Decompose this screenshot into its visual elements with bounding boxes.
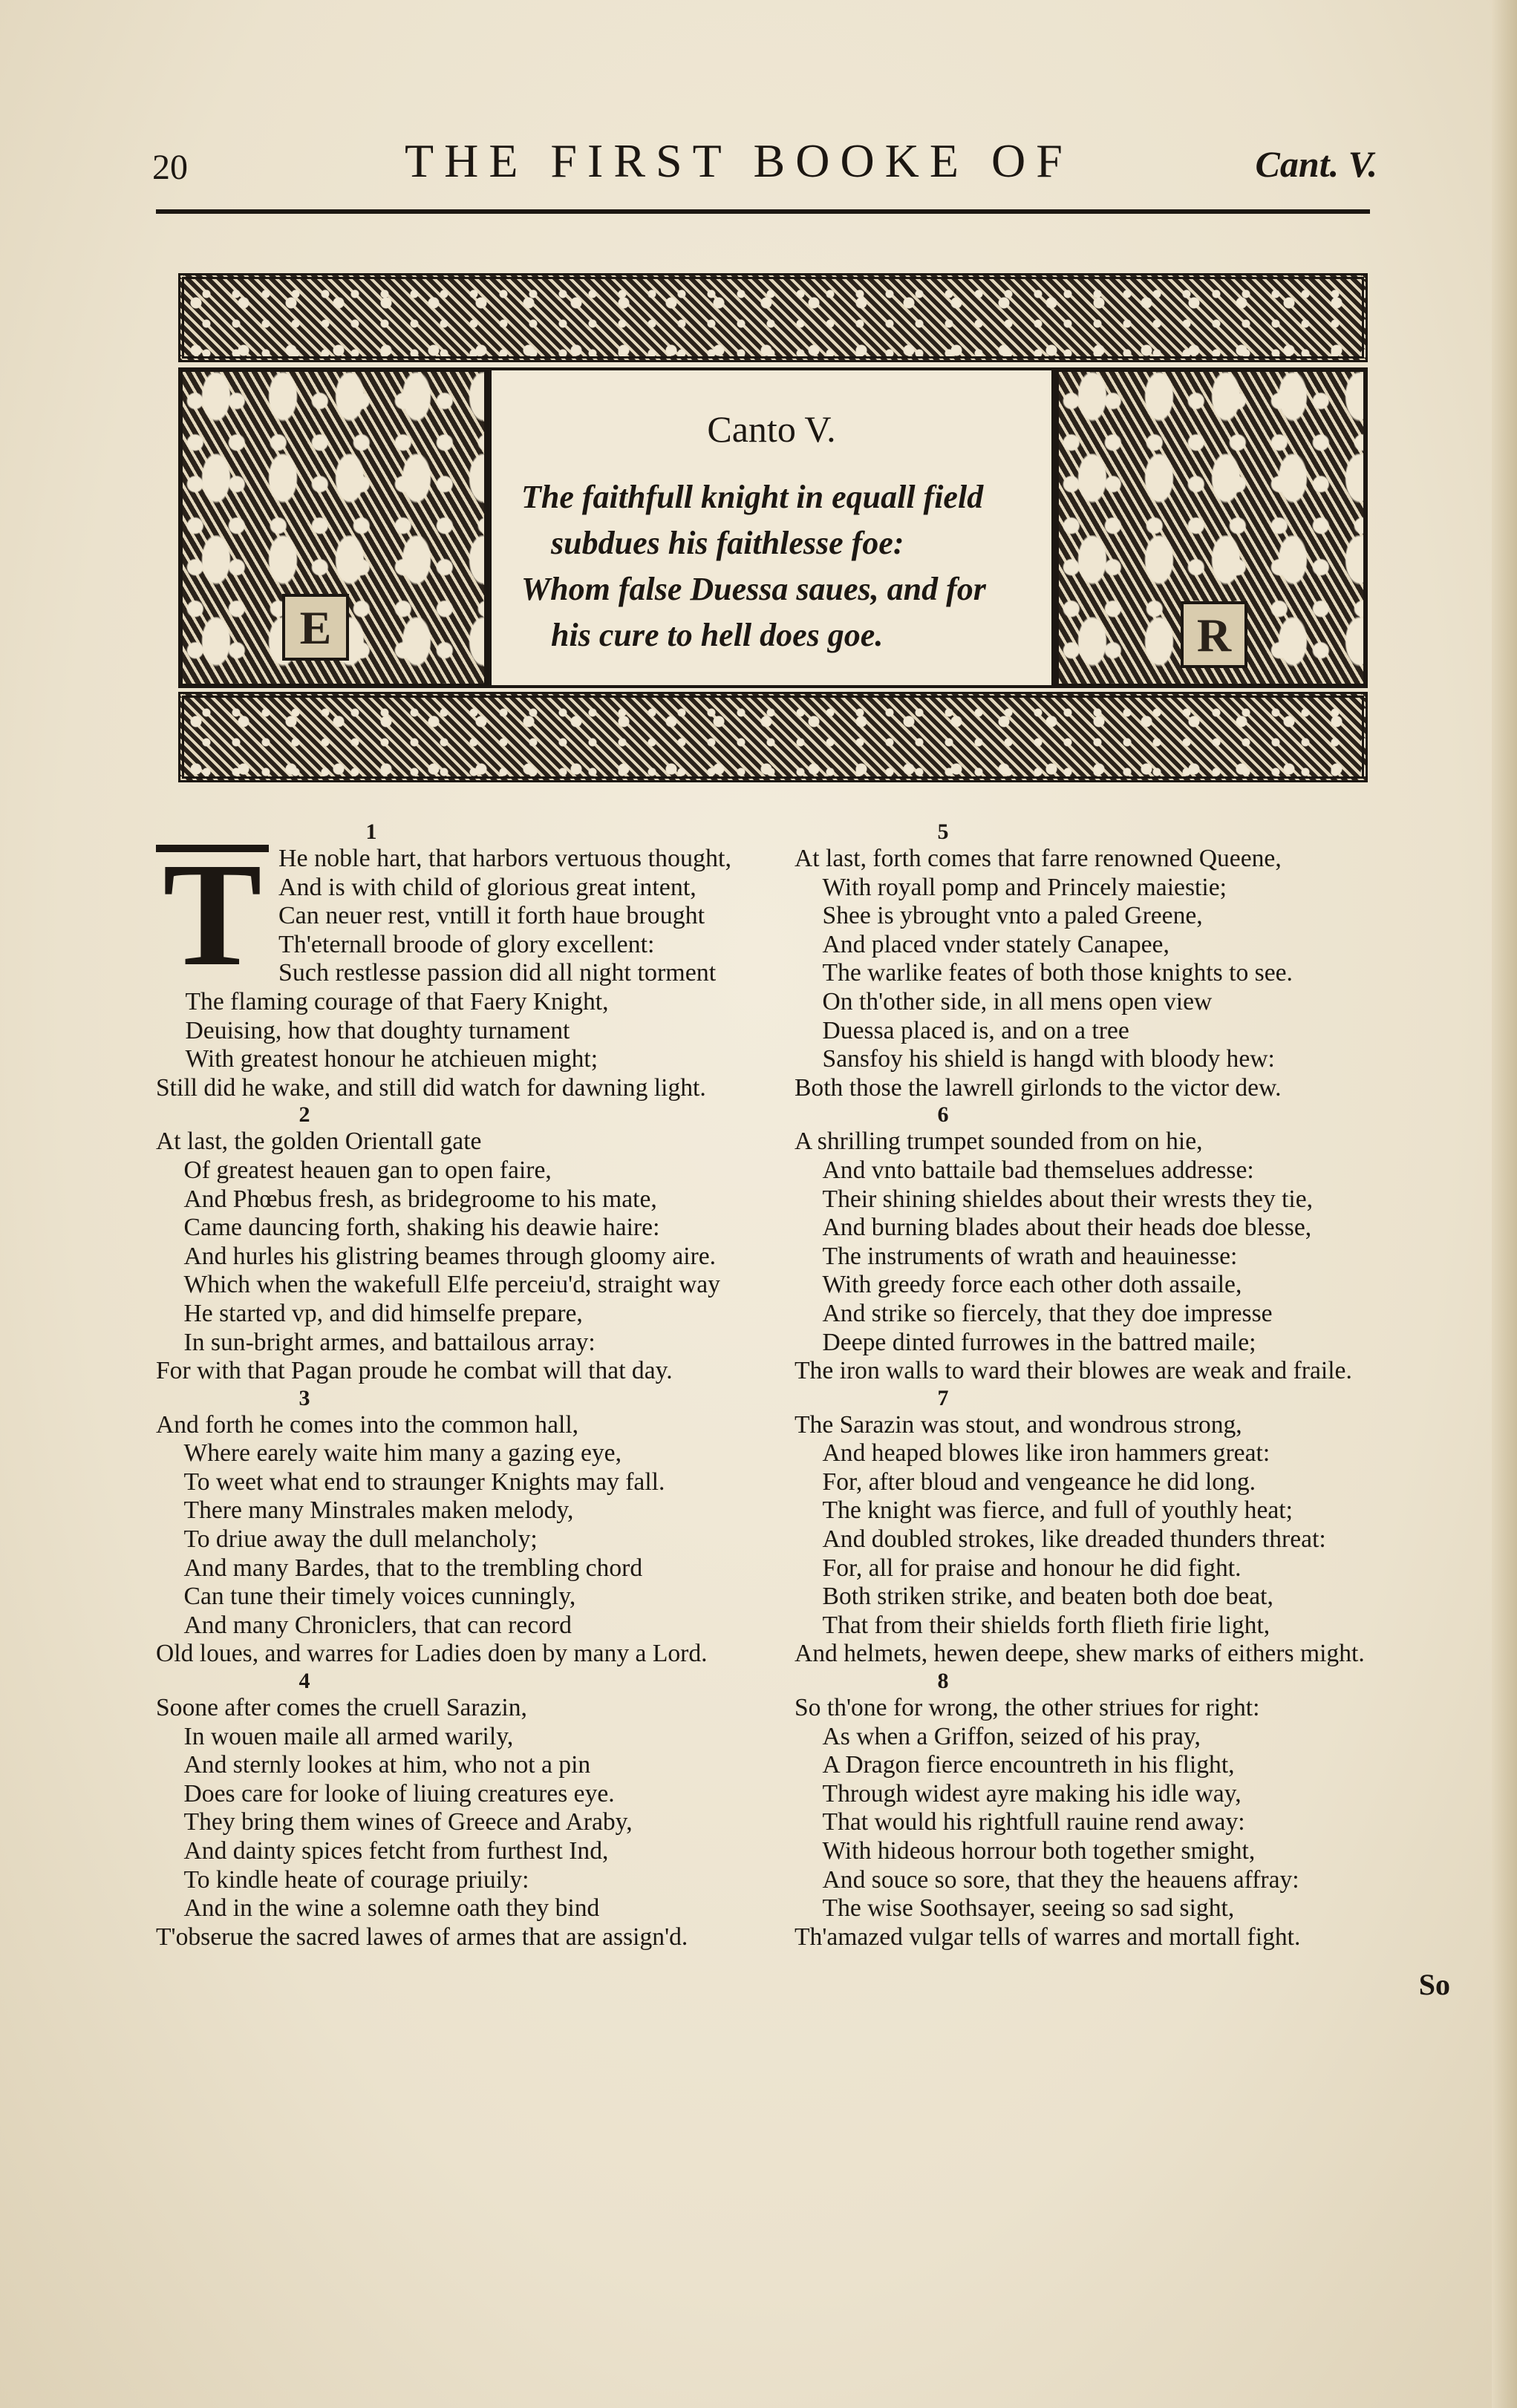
verse-line: Duessa placed is, and on a tree: [822, 1016, 1129, 1044]
verse-line: T'obserue the sacred lawes of armes that are assign'd.: [156, 1923, 688, 1951]
verse-line: And forth he comes into the common hall,: [156, 1410, 579, 1439]
verse-line: The flaming courage of that Faery Knight,: [185, 987, 609, 1015]
verse-line: Soone after comes the cruell Sarazin,: [156, 1694, 527, 1722]
verse-line: And dainty spices fetcht from furthest Ind,: [183, 1837, 609, 1865]
verse-line: So th'one for wrong, the other striues for right:: [795, 1694, 1260, 1722]
verse-line: And heaped blowes like iron hammers great:: [822, 1439, 1270, 1468]
book-title-header: THE FIRST BOOKE OF: [405, 134, 1073, 187]
verse-line: The warlike feates of both those knights to see.: [822, 959, 1293, 987]
verse-line: They bring them wines of Greece and Araby,: [183, 1808, 633, 1836]
canto-title: Canto V.: [707, 408, 836, 450]
argument-line: his cure to hell does goe.: [551, 617, 884, 653]
drop-cap-initial: T: [156, 845, 269, 978]
left-column: [156, 819, 765, 1951]
verse-line: And many Chroniclers, that can record: [183, 1611, 572, 1639]
verse-line: That would his rightfull rauine rend away:: [822, 1808, 1245, 1836]
verse-line: A Dragon fierce encountreth in his flight,: [822, 1751, 1235, 1779]
stanza-number: 3: [298, 1385, 310, 1410]
verse-line: And souce so sore, that they the heauens affray:: [822, 1865, 1299, 1894]
verse-line: In wouen maile all armed warily,: [183, 1722, 514, 1750]
running-head: [152, 134, 1377, 193]
stanza-3: [156, 1386, 765, 1669]
verse-line: Where earely waite him many a gazing eye,: [183, 1439, 622, 1468]
verse-line: And in the wine a solemne oath they bind: [183, 1894, 600, 1923]
verse-line: Such restlesse passion did all night torment: [278, 959, 717, 987]
verse-line: Of greatest heauen gan to open faire,: [183, 1156, 552, 1184]
verse-line: There many Minstrales maken melody,: [183, 1496, 574, 1525]
verse-line: As when a Griffon, seized of his pray,: [822, 1722, 1201, 1750]
top-ornament-band: [178, 273, 1368, 362]
stanza-number: 1: [365, 819, 377, 844]
verse-line: And hurles his glistring beames through gloomy aire.: [183, 1242, 717, 1270]
stanza-8: [795, 1669, 1403, 1951]
verse-line: With hideous horrour both together smight,: [822, 1837, 1256, 1865]
verse-line: And Phœbus fresh, as bridegroome to his mate,: [183, 1185, 657, 1213]
verse-line: Deepe dinted furrowes in the battred maile;: [822, 1328, 1256, 1356]
verse-line: The Sarazin was stout, and wondrous strong,: [795, 1410, 1242, 1439]
verse-line: Sansfoy his shield is hangd with bloody hew:: [822, 1045, 1275, 1073]
verse-line: To driue away the dull melancholy;: [183, 1525, 538, 1554]
right-ornament-initial: R: [1181, 601, 1247, 668]
argument-line: Whom false Duessa saues, and for: [521, 571, 986, 607]
verse-line: He noble hart, that harbors vertuous thought,: [278, 845, 731, 872]
stanza-number: 8: [937, 1669, 949, 1694]
right-column: [795, 819, 1403, 1951]
verse-line: At last, the golden Orientall gate: [156, 1128, 482, 1156]
verse-line: For with that Pagan proude he combat will that day.: [156, 1357, 673, 1385]
verse-line: He started vp, and did himselfe prepare,: [183, 1299, 583, 1327]
verse-line: Old loues, and warres for Ladies doen by many a Lord.: [156, 1640, 708, 1668]
verse-line: With greatest honour he atchieuen might;: [185, 1045, 598, 1073]
verse-line: And burning blades about their heads doe blesse,: [822, 1214, 1312, 1242]
stanza-7: [795, 1386, 1403, 1669]
verse-line: The knight was fierce, and full of youthly heat;: [822, 1496, 1293, 1525]
left-ornament-initial: E: [282, 594, 349, 661]
header-rule: [156, 209, 1370, 214]
verse-line: To weet what end to straunger Knights may fall.: [183, 1468, 665, 1496]
verse-line: Deuising, how that doughty turnament: [185, 1016, 570, 1044]
verse-line: The iron walls to ward their blowes are weak and fraile.: [795, 1357, 1352, 1385]
verse-line: In sun-bright armes, and battailous array:: [183, 1328, 596, 1356]
verse-line: And is with child of glorious great intent,: [278, 873, 696, 901]
verse-line: Th'eternall broode of glory excellent:: [278, 930, 655, 958]
verse-line: The wise Soothsayer, seeing so sad sight,: [822, 1894, 1235, 1923]
verse-line: To kindle heate of courage priuily:: [183, 1865, 529, 1894]
stanza-number: 6: [937, 1102, 949, 1128]
verse-line: And strike so fiercely, that they doe impresse: [822, 1299, 1273, 1327]
page-number: 20: [152, 148, 188, 187]
stanza-2: [156, 1102, 765, 1385]
verse-line: Shee is ybrought vnto a paled Greene,: [822, 902, 1203, 930]
catchword: So: [1418, 1968, 1450, 2001]
verse-line: Still did he wake, and still did watch for dawning light.: [156, 1073, 706, 1102]
verse-line: For, all for praise and honour he did fight.: [822, 1554, 1242, 1582]
verse-line: That from their shields forth flieth firie light,: [822, 1611, 1270, 1639]
canto-title-box: [489, 367, 1054, 688]
verse-line: Does care for looke of liuing creatures eye.: [183, 1779, 615, 1807]
stanza-number: 4: [298, 1669, 310, 1694]
verse-line: And sternly lookes at him, who not a pin: [183, 1751, 591, 1779]
verse-line: The instruments of wrath and heauinesse:: [822, 1242, 1238, 1270]
stanza-number: 5: [937, 819, 949, 844]
canto-reference: Cant. V.: [1255, 143, 1377, 185]
verse-line: At last, forth comes that farre renowned Queene,: [795, 845, 1282, 872]
verse-line: For, after bloud and vengeance he did long.: [822, 1468, 1256, 1496]
verse-line: And helmets, hewen deepe, shew marks of eithers might.: [795, 1640, 1365, 1668]
stanza-5: [795, 819, 1403, 1102]
verse-line: And vnto battaile bad themselues addresse:: [822, 1156, 1254, 1184]
verse-line: And many Bardes, that to the trembling chord: [183, 1554, 643, 1582]
verse-line: Can neuer rest, vntill it forth haue brought: [278, 902, 705, 930]
stanza-number: 7: [937, 1385, 949, 1410]
verse-line: And placed vnder stately Canapee,: [822, 930, 1169, 958]
argument-line: The faithfull knight in equall field: [521, 479, 984, 515]
canto-argument: [506, 474, 1041, 658]
verse-line: Th'amazed vulgar tells of warres and mortall fight.: [795, 1923, 1301, 1951]
verse-line: Through widest ayre making his idle way,: [822, 1779, 1242, 1807]
verse-line: Came dauncing forth, shaking his deawie haire:: [183, 1214, 660, 1242]
verse-line: Both striken strike, and beaten both doe beat,: [822, 1583, 1273, 1611]
bottom-ornament-band: [178, 692, 1368, 782]
stanza-6: [795, 1102, 1403, 1385]
verse-line: Their shining shieldes about their wrests they tie,: [822, 1185, 1314, 1213]
verse-line: With royall pomp and Princely maiestie;: [822, 873, 1227, 901]
stanza-1: [156, 819, 765, 1102]
verse-line: And doubled strokes, like dreaded thunders threat:: [822, 1525, 1326, 1554]
page-edge: [1492, 0, 1517, 2408]
argument-line: subdues his faithlesse foe:: [551, 525, 904, 561]
verse-line: On th'other side, in all mens open view: [822, 987, 1213, 1015]
stanza-number: 2: [298, 1102, 310, 1128]
verse-line: Both those the lawrell girlonds to the victor dew.: [795, 1073, 1282, 1102]
verse-line: A shrilling trumpet sounded from on hie,: [795, 1128, 1203, 1156]
verse-line: Which when the wakefull Elfe perceiu'd, straight way: [183, 1271, 720, 1299]
verse-line: Can tune their timely voices cunningly,: [183, 1583, 576, 1611]
verse-line: With greedy force each other doth assaile,: [822, 1271, 1242, 1299]
stanza-4: [156, 1669, 765, 1951]
